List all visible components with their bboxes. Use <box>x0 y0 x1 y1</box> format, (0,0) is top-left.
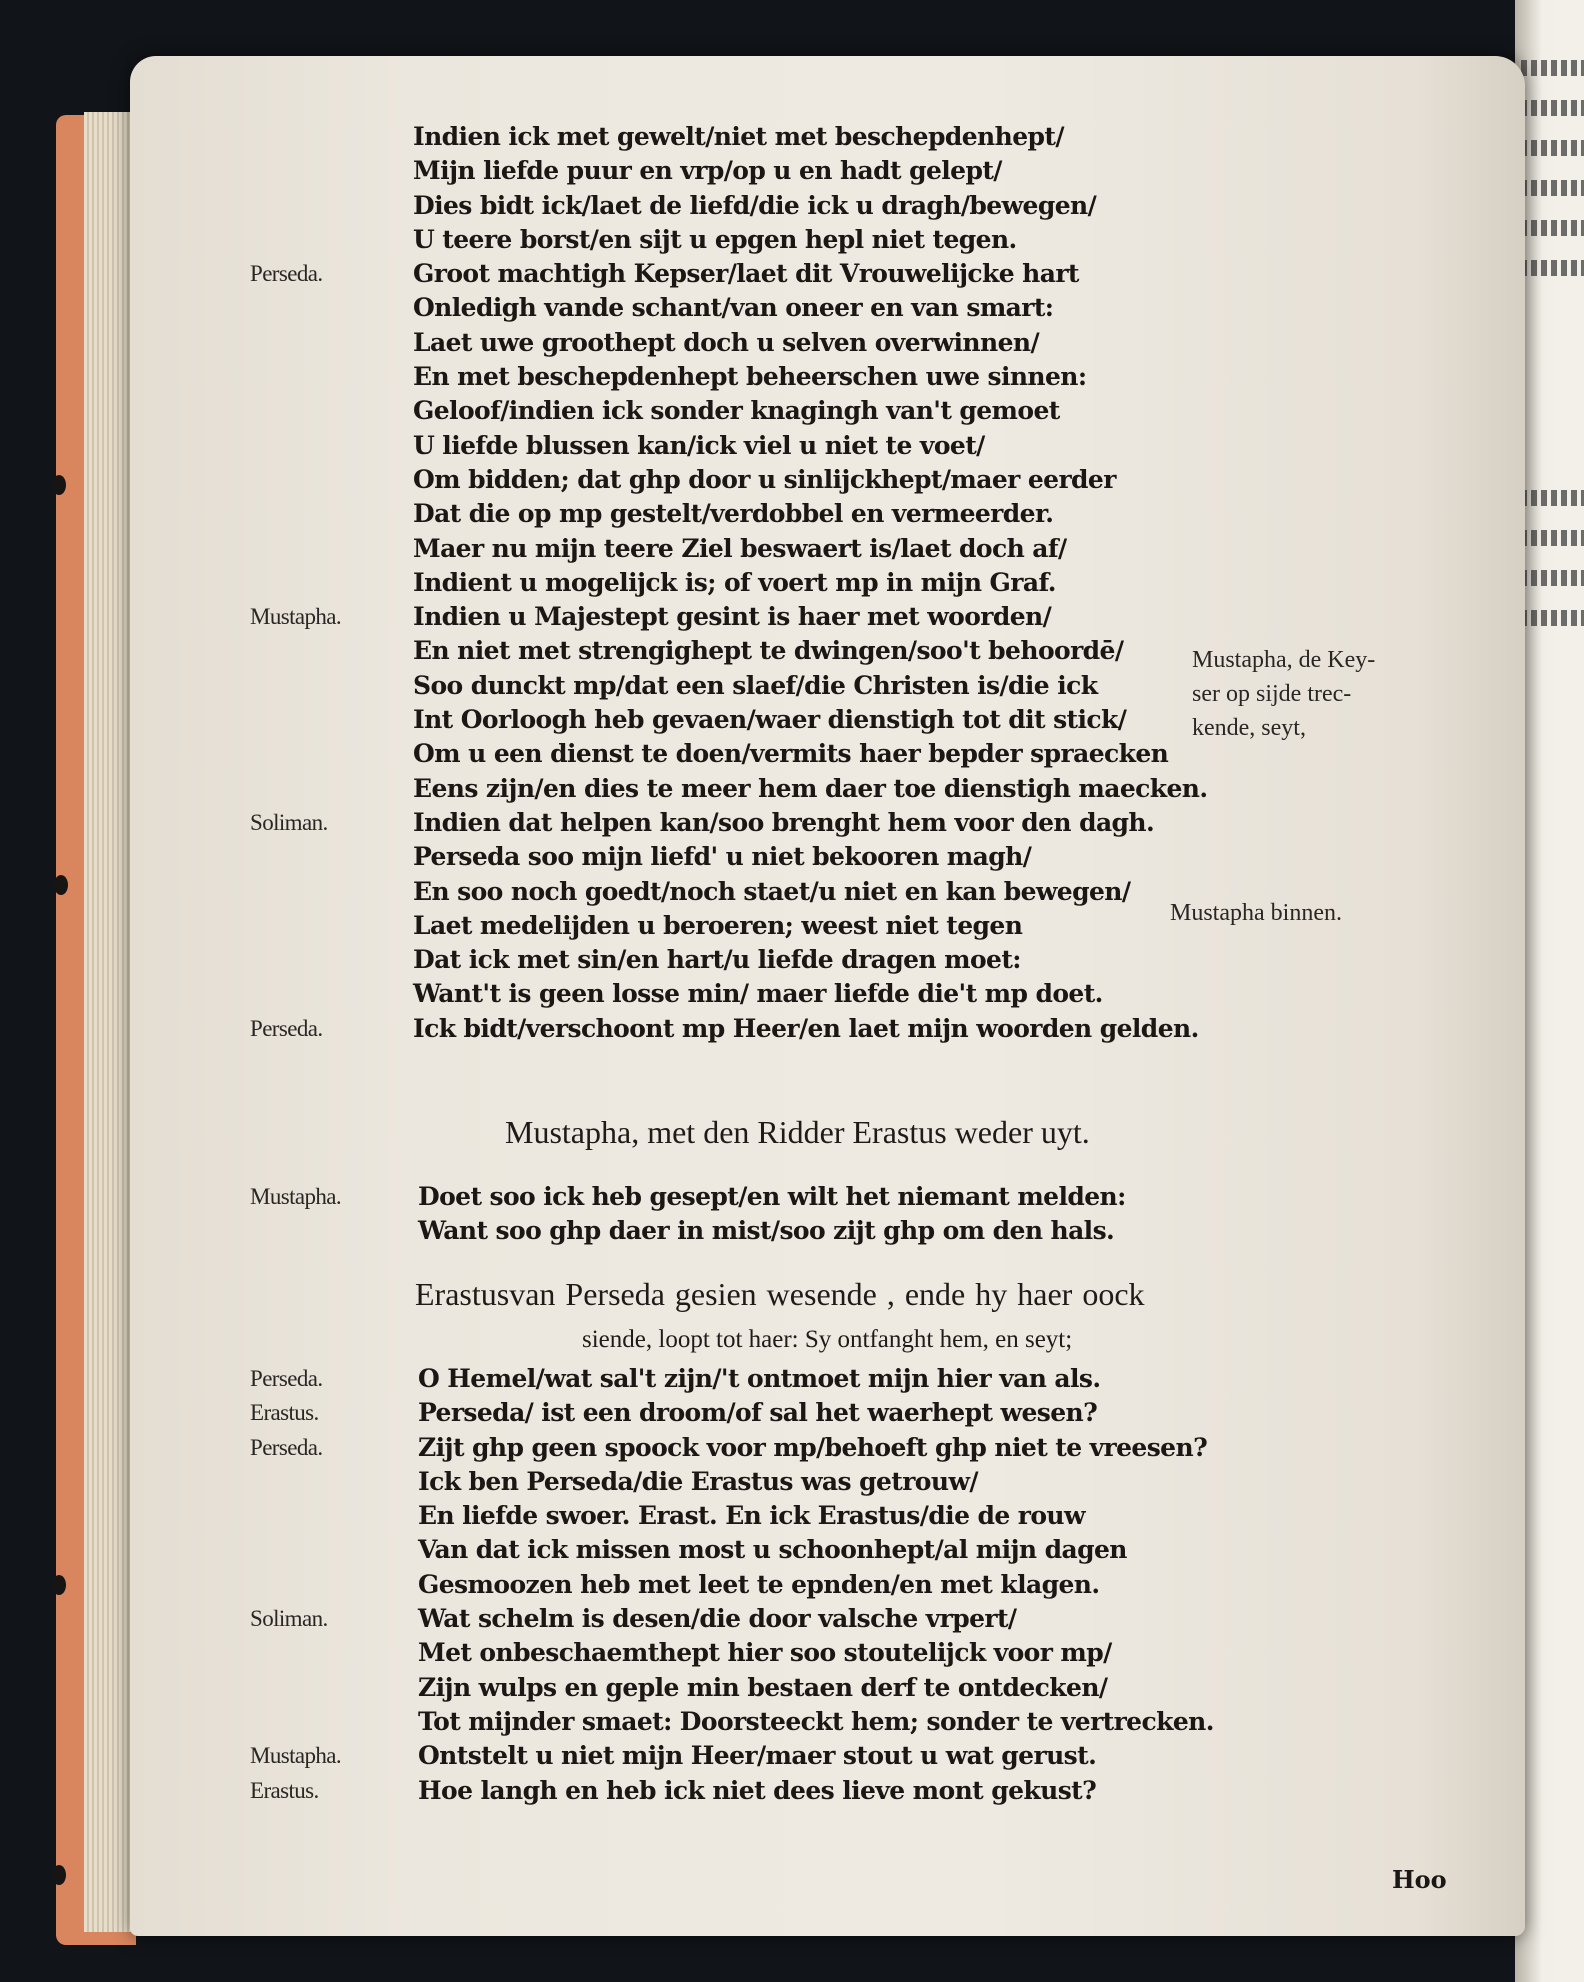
verse-line <box>250 532 1490 566</box>
verse-text: Laet medelijden u beroeren; weest niet tegen <box>413 910 1023 940</box>
verse-text: Want't is geen losse min/ maer liefde die't mp doet. <box>413 979 1103 1009</box>
facing-text <box>1521 220 1584 236</box>
stage-direction: Mustapha binnen. <box>1170 900 1342 926</box>
verse-line <box>250 1362 1490 1396</box>
verse-line <box>250 1774 1490 1808</box>
verse-text: U liefde blussen kan/ick viel u niet te voet/ <box>413 430 985 460</box>
facing-text <box>1521 570 1584 586</box>
verse-text: Groot machtigh Kepser/laet dit Vrouwelijcke hart <box>413 259 1079 289</box>
verse-line <box>250 120 1490 154</box>
verse-line <box>250 600 1490 634</box>
verse-line <box>250 257 1490 291</box>
scene-heading: Mustapha, met den Ridder Erastus weder uyt. <box>505 1114 1090 1150</box>
verse-line <box>250 1214 1490 1248</box>
verse-line <box>250 326 1490 360</box>
verse-text: En liefde swoer. Erast. En ick Erastus/die de rouw <box>418 1501 1085 1531</box>
verse-text: Hoe langh en heb ick niet dees lieve mont gekust? <box>418 1775 1097 1805</box>
verse-line <box>250 943 1490 977</box>
speaker-name: Mustapha. <box>250 604 342 630</box>
facing-text <box>1521 60 1584 76</box>
speaker-name: Perseda. <box>250 1434 323 1460</box>
verse-line <box>250 1499 1490 1533</box>
verse-text: Eens zijn/en dies te meer hem daer toe dienstigh maecken. <box>413 773 1208 803</box>
verse-line <box>250 1636 1490 1670</box>
facing-text <box>1521 100 1584 116</box>
speaker-name: Perseda. <box>250 1366 323 1391</box>
facing-text <box>1521 490 1584 506</box>
verse-text: Int Oorloogh heb gevaen/waer dienstigh tot dit stick/ <box>413 705 1127 735</box>
speaker-name: Mustapha. <box>250 1743 342 1769</box>
verse-text: Ontstelt u niet mijn Heer/maer stout u wat gerust. <box>418 1741 1097 1771</box>
verse-text: Wat schelm is desen/die door valsche vrpert/ <box>418 1604 1017 1634</box>
speaker-name: Mustapha. <box>250 1184 342 1209</box>
facing-text <box>1521 140 1584 156</box>
verse-text: En met beschepdenhept beheerschen uwe sinnen: <box>413 362 1087 392</box>
verse-line <box>250 429 1490 463</box>
verse-text: Zijn wulps en geple min bestaen derf te ontdecken/ <box>418 1672 1108 1702</box>
verse-text: Geloof/indien ick sonder knagingh van't gemoet <box>413 396 1060 426</box>
speaker-name: Erastus. <box>250 1400 319 1426</box>
verse-line <box>250 1180 1490 1214</box>
edge-spot <box>54 875 68 895</box>
text-block-3 <box>250 1362 1490 1808</box>
verse-text: Perseda soo mijn liefd' u niet bekooren magh/ <box>413 842 1032 872</box>
verse-text: En niet met strengighept te dwingen/soo't behoordē/ <box>413 636 1124 666</box>
verse-text: Indien u Majestept gesint is haer met woorden/ <box>413 602 1052 632</box>
stage-direction-line: ser op sijde trec- <box>1192 681 1352 707</box>
verse-text: Mijn liefde puur en vrp/op u en hadt gelept/ <box>413 156 1002 186</box>
verse-text: Dat ick met sin/en hart/u liefde dragen moet: <box>413 945 1021 975</box>
edge-spot <box>52 1865 66 1885</box>
edge-spot <box>52 1575 66 1595</box>
verse-text: Ick bidt/verschoont mp Heer/en laet mijn woorden gelden. <box>413 1013 1199 1043</box>
verse-line <box>250 1602 1490 1636</box>
verse-line <box>250 806 1490 840</box>
verse-line <box>250 223 1490 257</box>
verse-text: En soo noch goedt/noch staet/u niet en kan bewegen/ <box>413 876 1131 906</box>
verse-line <box>250 566 1490 600</box>
facing-text <box>1521 530 1584 546</box>
facing-page <box>1515 0 1584 1982</box>
verse-line <box>250 1431 1490 1465</box>
verse-line <box>250 1012 1490 1046</box>
speaker-name: Soliman. <box>250 809 328 835</box>
verse-line <box>250 1396 1490 1430</box>
verse-line <box>250 497 1490 531</box>
verse-text: Tot mijnder smaet: Doorsteeckt hem; sonder te vertrecken. <box>418 1706 1214 1736</box>
verse-line <box>250 840 1490 874</box>
verse-text: Indien dat helpen kan/soo brenght hem voor den dagh. <box>413 807 1155 837</box>
text-block-2 <box>250 1180 1490 1249</box>
verse-text: Soo dunckt mp/dat een slaef/die Christen is/die ick <box>413 670 1098 700</box>
verse-line <box>250 977 1490 1011</box>
verse-text: Perseda/ ist een droom/of sal het waerhept wesen? <box>418 1398 1098 1428</box>
verse-line <box>250 1739 1490 1773</box>
verse-text: Dat die op mp gestelt/verdobbel en vermeerder. <box>413 499 1054 529</box>
stage-direction-line: kende, seyt, <box>1192 715 1306 741</box>
verse-text: Gesmoozen heb met leet te epnden/en met klagen. <box>418 1569 1100 1599</box>
verse-line <box>250 360 1490 394</box>
verse-text: Met onbeschaemthept hier soo stoutelijck voor mp/ <box>418 1638 1112 1668</box>
verse-text: Ick ben Perseda/die Erastus was getrouw/ <box>418 1466 978 1496</box>
verse-text: Dies bidt ick/laet de liefd/die ick u dragh/bewegen/ <box>413 190 1097 220</box>
verse-text: U teere borst/en sijt u epgen hepl niet tegen. <box>413 224 1017 254</box>
verse-line <box>250 1705 1490 1739</box>
edge-spot <box>52 475 66 495</box>
verse-text: Want soo ghp daer in mist/soo zijt ghp om den hals. <box>418 1216 1115 1246</box>
verse-text: Onledigh vande schant/van oneer en van smart: <box>413 293 1054 323</box>
verse-text: Maer nu mijn teere Ziel beswaert is/laet doch af/ <box>413 533 1067 563</box>
verse-line <box>250 154 1490 188</box>
speaker-name: Soliman. <box>250 1606 328 1632</box>
speaker-name: Erastus. <box>250 1777 319 1803</box>
stage-direction-line: Mustapha, de Key- <box>1192 647 1376 673</box>
verse-line <box>250 1465 1490 1499</box>
verse-text: Om u een dienst te doen/vermits haer bepder spraecken <box>413 739 1169 769</box>
speaker-name: Perseda. <box>250 1015 323 1041</box>
catchword: Hoo <box>1392 1865 1447 1894</box>
facing-text <box>1521 610 1584 626</box>
verse-line <box>250 291 1490 325</box>
verse-text: O Hemel/wat sal't zijn/'t ontmoet mijn hier van als. <box>418 1364 1101 1393</box>
verse-line <box>250 772 1490 806</box>
facing-text <box>1521 260 1584 276</box>
verse-text: Indient u mogelijck is; of voert mp in mijn Graf. <box>413 567 1056 597</box>
verse-text: Om bidden; dat ghp door u sinlijckhept/maer eerder <box>413 464 1116 494</box>
verse-line <box>250 463 1490 497</box>
verse-line <box>250 394 1490 428</box>
scene-heading-continued: siende, loopt tot haer: Sy ontfanght hem, en seyt; <box>582 1326 1073 1353</box>
facing-text <box>1521 180 1584 196</box>
verse-text: Indien ick met gewelt/niet met beschepdenhept/ <box>413 122 1064 151</box>
verse-line <box>250 1533 1490 1567</box>
verse-line <box>250 1671 1490 1705</box>
verse-text: Doet soo ick heb gesept/en wilt het niemant melden: <box>418 1182 1126 1211</box>
verse-text: Laet uwe groothept doch u selven overwinnen/ <box>413 327 1039 357</box>
verse-text: Van dat ick missen most u schoonhept/al mijn dagen <box>418 1535 1127 1565</box>
verse-line <box>250 1568 1490 1602</box>
verse-text: Zijt ghp geen spoock voor mp/behoeft ghp niet te vreesen? <box>418 1432 1208 1462</box>
verse-line <box>250 189 1490 223</box>
scene-heading: Erastusvan Perseda gesien wesende , ende hy haer oock <box>415 1276 1145 1312</box>
stage-direction <box>1192 643 1375 745</box>
speaker-name: Perseda. <box>250 261 323 287</box>
